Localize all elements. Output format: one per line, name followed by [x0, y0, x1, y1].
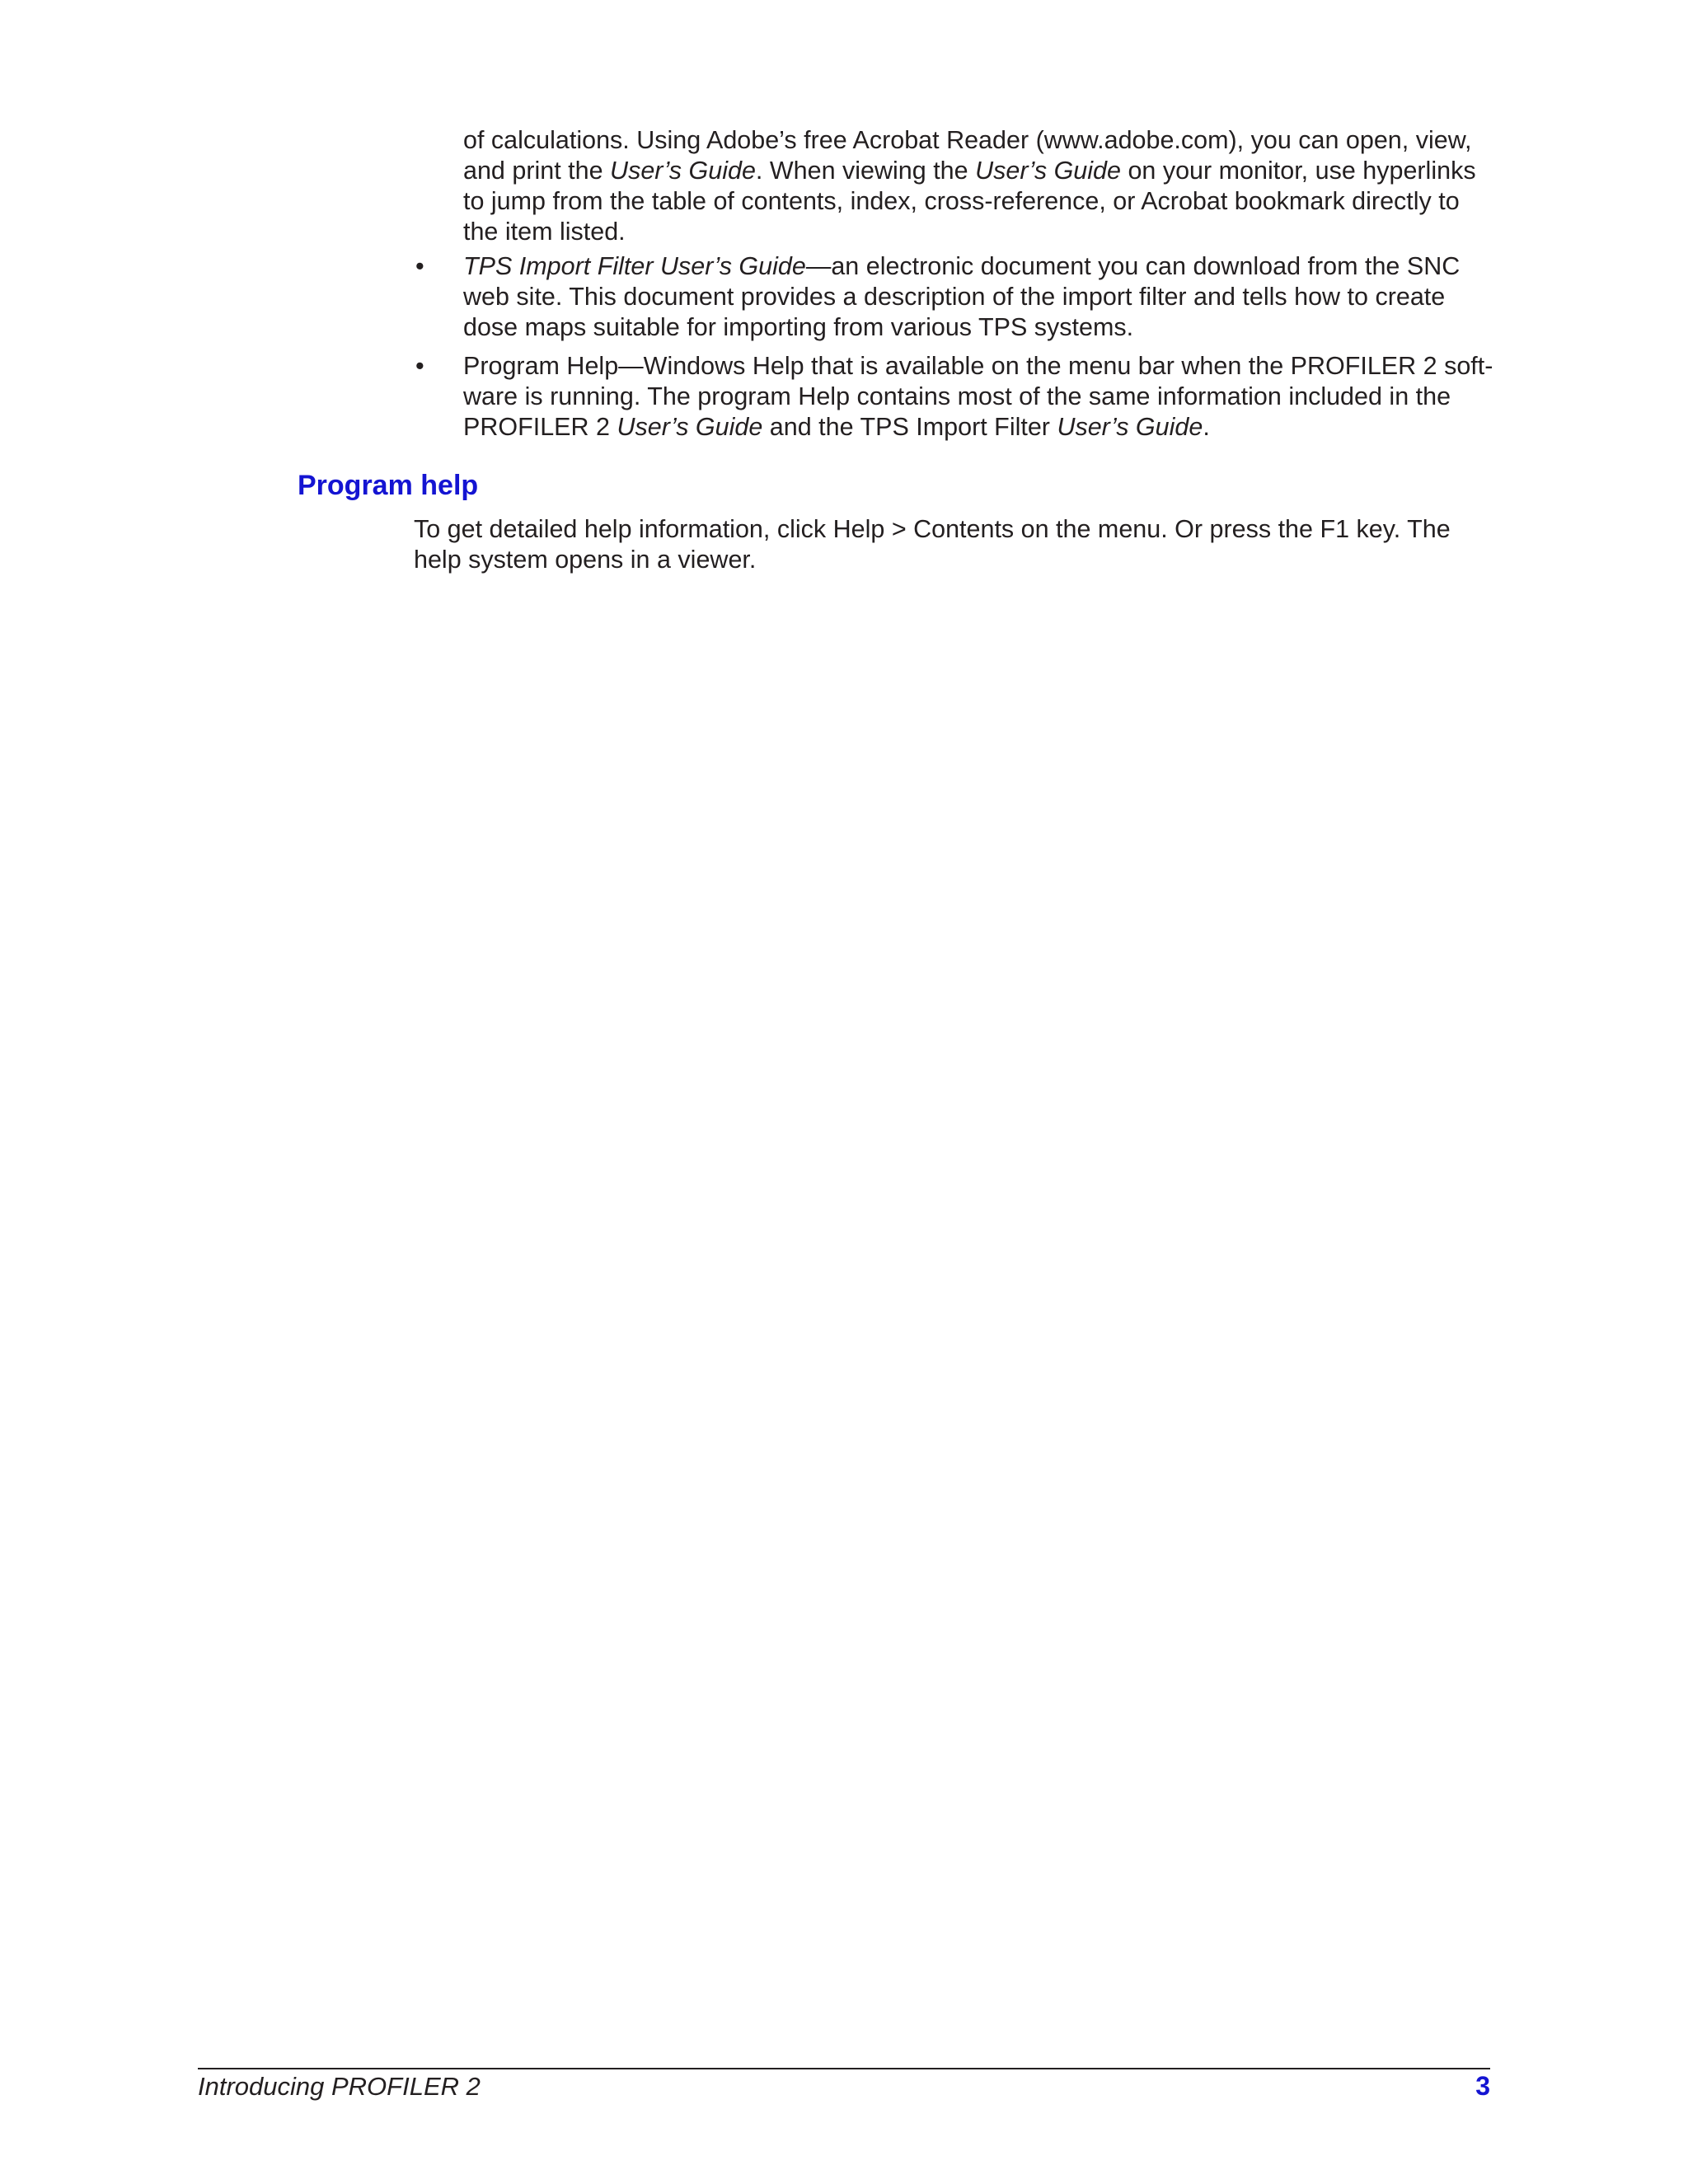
section-heading-program-help: Program help — [298, 470, 479, 501]
intro-paragraph — [463, 125, 1493, 247]
bullet-icon: • — [415, 252, 424, 280]
footer-title: Introducing PROFILER 2 — [198, 2072, 481, 2101]
list-item-text-1: Program Help—Windows Help that is available on the menu bar when the PROFILER 2 soft-ware is running. The program Help contains most of the same information included in the PROFILER 2 — [463, 352, 1493, 441]
list-item-title: TPS Import Filter User’s Guide — [463, 252, 806, 280]
program-help-paragraph: To get detailed help information, click Help > Contents on the menu. Or press the F1 key. The help system opens in a viewer. — [414, 515, 1451, 574]
intro-emphasis-2: User’s Guide — [975, 157, 1121, 185]
list-item-emphasis-1: User’s Guide — [617, 413, 763, 441]
page-number: 3 — [1475, 2071, 1490, 2101]
intro-text-2: . When viewing the — [755, 157, 976, 185]
list-item — [415, 251, 1495, 343]
intro-emphasis-1: User’s Guide — [610, 157, 756, 185]
list-item-text-2: and the TPS Import Filter — [762, 413, 1057, 441]
intro-text-3: on your monitor, use hyperlinks to jump from the table of contents, index, cross-reference, or Acrobat bookmark directly to the item listed. — [463, 157, 1476, 246]
bullet-icon: • — [415, 352, 424, 380]
list-item — [415, 351, 1495, 443]
documentation-list — [415, 251, 1495, 451]
list-item-text: —an electronic document you can download from the SNC web site. This document provides a description of the import filter and tells how to create dose maps suitable for importing from various TPS systems. — [463, 252, 1461, 341]
intro-text-1: of calculations. Using Adobe’s free Acrobat Reader (www.adobe.com), you can open, view, and print the — [463, 126, 1472, 185]
list-item-text-3: . — [1203, 413, 1210, 441]
list-item-emphasis-2: User’s Guide — [1057, 413, 1203, 441]
footer-divider — [198, 2068, 1490, 2069]
